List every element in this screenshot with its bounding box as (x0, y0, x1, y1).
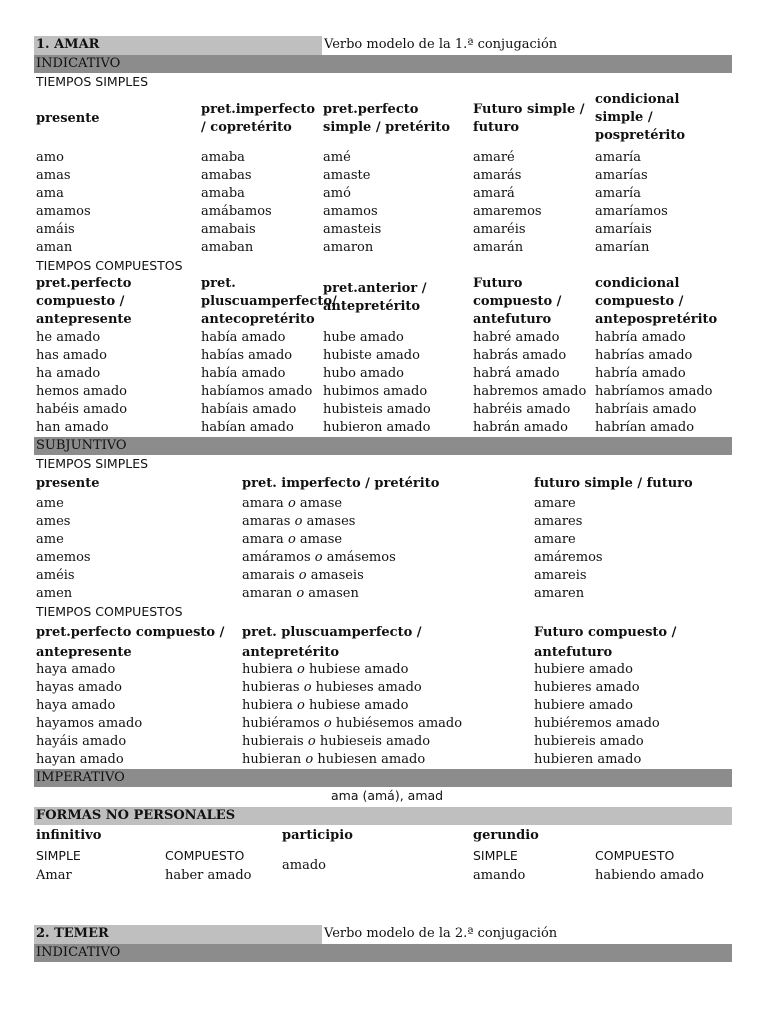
spacer (34, 887, 732, 925)
ind-simples-headers (34, 91, 732, 147)
table-cell: amaba (201, 186, 245, 201)
participio-header: participio (282, 828, 353, 843)
verb-subtitle: Verbo modelo de la 1.ª conjugación (324, 37, 558, 52)
table-row (34, 347, 732, 365)
table-cell: habríamos amado (595, 384, 713, 399)
table-cell: habíais amado (201, 402, 297, 417)
table-cell: hubisteis amado (323, 402, 431, 417)
ger-simple-value: amando (473, 868, 526, 883)
form-alternate: hubieses amado (315, 680, 422, 695)
table-cell: haya amado (36, 662, 116, 677)
table-cell: habría amado (595, 366, 686, 381)
column-header: condicional compuesto / antepospretérito (595, 276, 718, 327)
inf-simple-value: Amar (36, 868, 72, 883)
or-connector: o (303, 680, 312, 695)
infinitivo-header: infinitivo (36, 828, 102, 843)
or-connector: o (298, 568, 307, 583)
table-cell: hayamos amado (36, 716, 143, 731)
table-cell: amas (36, 168, 71, 183)
table-cell: amamos (323, 204, 378, 219)
table-cell: hubiere amado (534, 698, 633, 713)
table-row (34, 185, 732, 203)
ind-compuestos-headers (34, 275, 732, 329)
table-cell: había amado (201, 366, 286, 381)
sub-simples-table (34, 495, 732, 603)
table-cell: habías amado (201, 348, 293, 363)
column-header: condicional simple / pospretérito (595, 92, 686, 143)
table-cell: habrán amado (473, 420, 568, 435)
sub-compuestos-table (34, 661, 732, 769)
table-cell: hubiereis amado (534, 734, 644, 749)
verb-title-row (34, 36, 732, 55)
table-cell (242, 697, 408, 715)
table-cell: amaste (323, 168, 371, 183)
table-cell: habrá amado (473, 366, 560, 381)
ind-compuestos-label-row (34, 257, 732, 275)
ger-compuesto-label: COMPUESTO (595, 848, 675, 863)
form-alternate: amasen (308, 586, 359, 601)
column-header: pret.imperfecto / copretérito (201, 102, 316, 135)
table-row (34, 697, 732, 715)
column-header: pret.perfecto compuesto / antepresente (36, 276, 132, 327)
table-cell: amaban (201, 240, 254, 255)
column-header: presente (36, 476, 100, 491)
form-primary: amarais (242, 568, 295, 583)
table-cell: améis (36, 568, 75, 583)
table-cell: amare (534, 532, 576, 547)
table-row (34, 149, 732, 167)
table-row (34, 513, 732, 531)
table-cell (242, 513, 355, 531)
table-cell (242, 679, 422, 697)
table-cell (242, 549, 396, 567)
or-connector: o (307, 734, 316, 749)
form-primary: amaras (242, 514, 291, 529)
form-primary: hubiera (242, 698, 293, 713)
table-cell: amábamos (201, 204, 272, 219)
gerundio-header: gerundio (473, 828, 539, 843)
form-primary: amara (242, 496, 284, 511)
table-cell: hubimos amado (323, 384, 428, 399)
no-personales-label: FORMAS NO PERSONALES (36, 808, 236, 823)
or-connector: o (296, 586, 305, 601)
no-personales-body (34, 845, 732, 887)
table-cell: habéis amado (36, 402, 128, 417)
or-connector: o (297, 662, 305, 677)
table-cell: amáremos (534, 550, 603, 565)
table-cell: amabais (201, 222, 256, 237)
ind-compuestos-label: TIEMPOS COMPUESTOS (36, 258, 183, 273)
table-cell: amáis (36, 222, 75, 237)
table-cell: hayáis amado (36, 734, 127, 749)
table-cell: hubo amado (323, 366, 405, 381)
subjuntivo-label: SUBJUNTIVO (36, 438, 127, 453)
table-cell: amaría (595, 150, 641, 165)
table-cell: has amado (36, 348, 107, 363)
conjugation-page (34, 36, 732, 962)
table-cell: hubieres amado (534, 680, 640, 695)
column-header: Futuro compuesto / antefuturo (473, 276, 562, 327)
table-cell: amaron (323, 240, 374, 255)
form-primary: amáramos (242, 550, 311, 565)
form-alternate: hubiese amado (309, 698, 409, 713)
table-cell: habíamos amado (201, 384, 313, 399)
table-cell: amares (534, 514, 583, 529)
table-cell: ha amado (36, 366, 101, 381)
column-header: pret.perfecto compuesto / antepresente (36, 625, 225, 660)
column-header: pret. pluscuamperfecto / antepretérito (242, 625, 422, 660)
form-alternate: hubiesen amado (317, 752, 426, 767)
table-row (34, 715, 732, 733)
form-primary: amaran (242, 586, 293, 601)
table-cell: hayan amado (36, 752, 124, 767)
form-primary: hubierais (242, 734, 304, 749)
verb-subtitle: Verbo modelo de la 2.ª conjugación (324, 926, 558, 941)
table-cell: hubiste amado (323, 348, 420, 363)
table-cell: amabas (201, 168, 252, 183)
table-row (34, 221, 732, 239)
table-cell (242, 567, 364, 585)
or-connector: o (323, 716, 332, 731)
table-cell: amé (323, 150, 351, 165)
sub-compuestos-headers (34, 621, 732, 661)
table-row (34, 549, 732, 567)
table-row (34, 531, 732, 549)
table-cell: hubiéremos amado (534, 716, 660, 731)
imperativo-label: IMPERATIVO (36, 770, 125, 785)
table-cell (242, 661, 408, 679)
form-primary: hubieran (242, 752, 302, 767)
table-cell: amaremos (473, 204, 542, 219)
table-row (34, 751, 732, 769)
imperativo-row (34, 787, 732, 805)
or-connector: o (314, 550, 323, 565)
table-cell: he amado (36, 330, 101, 345)
table-cell: ames (36, 514, 71, 529)
or-connector: o (287, 496, 296, 511)
table-cell: habrían amado (595, 420, 695, 435)
column-header: futuro simple / futuro (534, 476, 693, 491)
verb-title: 2. TEMER (34, 925, 322, 944)
or-connector: o (305, 752, 314, 767)
indicativo-bar (34, 55, 732, 73)
table-cell: han amado (36, 420, 109, 435)
table-cell: habríais amado (595, 402, 697, 417)
participio-value: amado (282, 858, 326, 873)
table-cell: hubieron amado (323, 420, 431, 435)
ger-simple-label: SIMPLE (473, 848, 518, 863)
column-header: pret.perfecto simple / pretérito (323, 102, 451, 135)
form-alternate: amásemos (326, 550, 396, 565)
table-cell: amarás (473, 168, 522, 183)
ind-compuestos-table (34, 329, 732, 437)
form-alternate: hubieseis amado (319, 734, 431, 749)
table-cell (242, 733, 430, 751)
table-row (34, 495, 732, 513)
subjuntivo-bar (34, 437, 732, 455)
table-cell: amaren (534, 586, 585, 601)
sub-simples-headers (34, 473, 732, 495)
table-row (34, 585, 732, 603)
or-connector: o (294, 514, 303, 529)
no-personales-bar (34, 807, 732, 825)
imperativo-forms: ama (amá), amad (331, 788, 444, 803)
table-cell: amarías (595, 168, 648, 183)
ind-simples-label-row (34, 73, 732, 91)
table-cell: amarán (473, 240, 524, 255)
table-row (34, 167, 732, 185)
table-cell (242, 531, 342, 549)
table-cell: ame (36, 532, 64, 547)
table-cell: hube amado (323, 330, 404, 345)
no-personales-headers (34, 825, 732, 845)
or-connector: o (297, 698, 305, 713)
table-cell: hubiere amado (534, 662, 633, 677)
table-cell: hayas amado (36, 680, 122, 695)
ind-simples-table (34, 149, 732, 257)
ind-simples-label: TIEMPOS SIMPLES (36, 74, 149, 89)
table-cell: amemos (36, 550, 91, 565)
table-cell: hubieren amado (534, 752, 642, 767)
inf-compuesto-label: COMPUESTO (165, 848, 245, 863)
imperativo-bar (34, 769, 732, 787)
table-cell: amaríais (595, 222, 652, 237)
column-header: presente (36, 111, 100, 126)
table-cell: amará (473, 186, 515, 201)
table-cell: amo (36, 150, 64, 165)
ger-compuesto-value: habiendo amado (595, 868, 704, 883)
form-alternate: amase (299, 532, 343, 547)
verb-title-row (34, 925, 732, 944)
column-header: pret. pluscuamperfecto/ antecopretérito (201, 276, 337, 327)
inf-compuesto-value: haber amado (165, 868, 252, 883)
table-cell: amarían (595, 240, 650, 255)
form-alternate: amase (299, 496, 343, 511)
table-row (34, 661, 732, 679)
table-cell: habían amado (201, 420, 294, 435)
form-primary: hubiera (242, 662, 293, 677)
table-cell: había amado (201, 330, 286, 345)
indicativo-label: INDICATIVO (36, 945, 121, 960)
column-header: pret. imperfecto / pretérito (242, 476, 440, 491)
form-alternate: amaseis (310, 568, 364, 583)
table-row (34, 419, 732, 437)
table-row (34, 365, 732, 383)
table-cell: amaríamos (595, 204, 668, 219)
table-cell (242, 715, 462, 733)
table-cell (242, 751, 425, 769)
table-cell: amamos (36, 204, 91, 219)
table-cell: habremos amado (473, 384, 587, 399)
table-row (34, 239, 732, 257)
table-cell (242, 495, 342, 513)
verb-title: 1. AMAR (34, 36, 322, 55)
column-header: pret.anterior / antepretérito (323, 281, 427, 314)
form-alternate: hubiese amado (309, 662, 409, 677)
table-cell (242, 585, 359, 603)
table-cell: haya amado (36, 698, 116, 713)
sub-simples-label-row (34, 455, 732, 473)
form-primary: amara (242, 532, 284, 547)
form-primary: hubieras (242, 680, 300, 695)
table-cell: amaréis (473, 222, 526, 237)
table-cell: habrías amado (595, 348, 693, 363)
table-row (34, 203, 732, 221)
table-row (34, 329, 732, 347)
table-cell: amen (36, 586, 73, 601)
table-row (34, 567, 732, 585)
column-header: Futuro simple / futuro (473, 102, 585, 135)
table-cell: amaría (595, 186, 641, 201)
table-cell: amareis (534, 568, 587, 583)
form-primary: hubiéramos (242, 716, 320, 731)
table-cell: hemos amado (36, 384, 127, 399)
inf-simple-label: SIMPLE (36, 848, 81, 863)
table-cell: amó (323, 186, 351, 201)
table-row (34, 383, 732, 401)
table-row (34, 733, 732, 751)
table-cell: amasteis (323, 222, 382, 237)
sub-compuestos-label: TIEMPOS COMPUESTOS (36, 604, 183, 619)
table-cell: amaré (473, 150, 515, 165)
table-cell: amaba (201, 150, 245, 165)
form-alternate: amases (306, 514, 356, 529)
column-header: Futuro compuesto / antefuturo (534, 625, 677, 660)
table-cell: habréis amado (473, 402, 571, 417)
sub-simples-label: TIEMPOS SIMPLES (36, 456, 149, 471)
indicativo-bar (34, 944, 732, 962)
indicativo-label: INDICATIVO (36, 56, 121, 71)
table-cell: amare (534, 496, 576, 511)
table-cell: ama (36, 186, 64, 201)
sub-compuestos-label-row (34, 603, 732, 621)
table-cell: habré amado (473, 330, 560, 345)
table-cell: aman (36, 240, 73, 255)
table-cell: habría amado (595, 330, 686, 345)
table-row (34, 679, 732, 697)
table-cell: ame (36, 496, 64, 511)
or-connector: o (287, 532, 296, 547)
form-alternate: hubiésemos amado (335, 716, 463, 731)
table-row (34, 401, 732, 419)
table-cell: habrás amado (473, 348, 567, 363)
